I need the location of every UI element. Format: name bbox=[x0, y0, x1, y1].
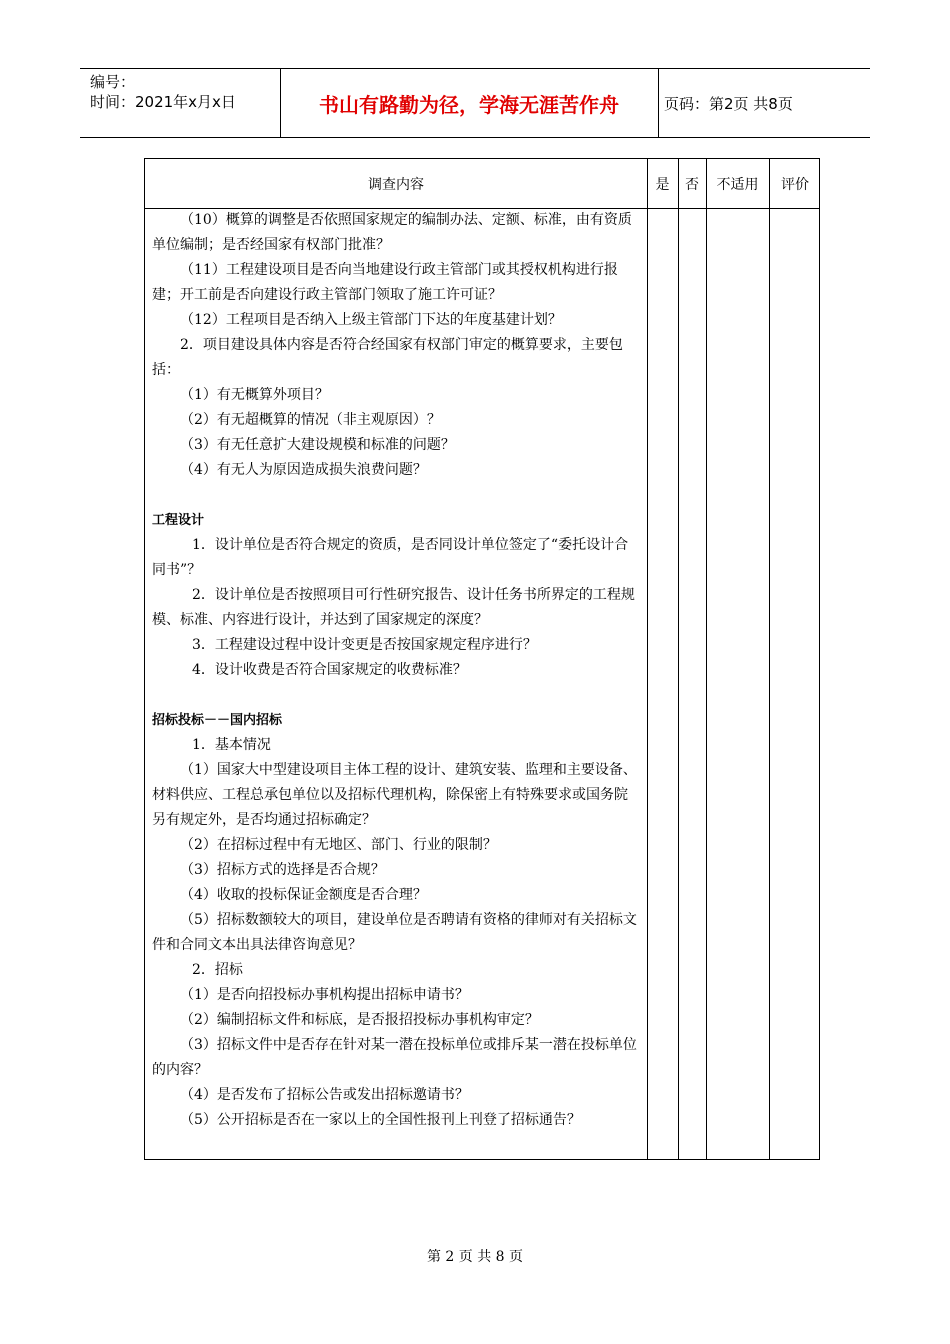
column-header-na: 不适用 bbox=[716, 176, 759, 193]
survey-item: 2．招标 bbox=[192, 962, 243, 978]
page-footer: 第 2 页 共 8 页 bbox=[426, 1249, 524, 1265]
column-divider bbox=[769, 159, 770, 1159]
survey-item: （3）招标文件中是否存在针对某一潜在投标单位或排斥某一潜在投标单位的内容？ bbox=[152, 1037, 637, 1078]
column-divider bbox=[647, 159, 648, 1159]
column-divider bbox=[678, 159, 679, 1159]
survey-item: （10）概算的调整是否依照国家规定的编制办法、定额、标准，由有资质单位编制；是否经国家有权部门批准？ bbox=[152, 212, 632, 253]
header-meta bbox=[80, 69, 281, 137]
survey-item: （2）编制招标文件和标底，是否报招投标办事机构审定？ bbox=[180, 1012, 539, 1028]
survey-item: （4）收取的投标保证金额度是否合理？ bbox=[180, 887, 427, 903]
survey-item: （4）有无人为原因造成损失浪费问题？ bbox=[180, 462, 427, 478]
header-page-info: 页码：第2页 共8页 bbox=[664, 94, 793, 113]
number-label: 编号： bbox=[90, 73, 136, 91]
column-divider bbox=[706, 159, 707, 1159]
header-motto: 书山有路勤为径，学海无涯苦作舟 bbox=[280, 69, 659, 137]
survey-item: 2．项目建设具体内容是否符合经国家有权部门审定的概算要求，主要包括： bbox=[152, 337, 623, 378]
survey-item: （4）是否发布了招标公告或发出招标邀请书？ bbox=[180, 1087, 469, 1103]
survey-item: （1）有无概算外项目？ bbox=[180, 387, 329, 403]
survey-item: （12）工程项目是否纳入上级主管部门下达的年度基建计划？ bbox=[180, 312, 562, 328]
survey-content bbox=[152, 208, 640, 1133]
survey-item: （5）公开招标是否在一家以上的全国性报刊上刊登了招标通告？ bbox=[180, 1112, 581, 1128]
section-heading: 工程设计 bbox=[152, 513, 205, 528]
survey-item: （1）是否向招投标办事机构提出招标申请书？ bbox=[180, 987, 469, 1003]
survey-item: （5）招标数额较大的项目，建设单位是否聘请有资格的律师对有关招标文件和合同文本出具法律咨询意见？ bbox=[152, 912, 637, 953]
survey-item: 4．设计收费是否符合国家规定的收费标准？ bbox=[192, 662, 467, 678]
column-header-content: 调查内容 bbox=[368, 176, 424, 193]
column-header-yes: 是 bbox=[655, 176, 670, 193]
section-heading: 招标投标－－国内招标 bbox=[152, 713, 283, 728]
column-header-eval: 评价 bbox=[781, 176, 809, 193]
survey-item: （2）有无超概算的情况（非主观原因）？ bbox=[180, 412, 441, 428]
survey-item: 1．基本情况 bbox=[192, 737, 271, 753]
survey-item: （2）在招标过程中有无地区、部门、行业的限制？ bbox=[180, 837, 497, 853]
survey-item: （3）有无任意扩大建设规模和标准的问题？ bbox=[180, 437, 455, 453]
survey-item: （1）国家大中型建设项目主体工程的设计、建筑安装、监理和主要设备、材料供应、工程总承包单位以及招标代理机构，除保密上有特殊要求或国务院另有规定外，是否均通过招标确定？ bbox=[152, 762, 637, 828]
survey-item: 2．设计单位是否按照项目可行性研究报告、设计任务书所界定的工程规模、标准、内容进行设计，并达到了国家规定的深度？ bbox=[152, 587, 635, 628]
column-header-no: 否 bbox=[685, 176, 699, 193]
survey-item: 3．工程建设过程中设计变更是否按国家规定程序进行？ bbox=[192, 637, 537, 653]
survey-item: （3）招标方式的选择是否合规？ bbox=[180, 862, 385, 878]
survey-item: 1．设计单位是否符合规定的资质，是否同设计单位签定了“委托设计合同书”？ bbox=[152, 537, 629, 578]
page-header bbox=[80, 68, 870, 138]
survey-item: （11）工程建设项目是否向当地建设行政主管部门或其授权机构进行报建；开工前是否向建设行政主管部门领取了施工许可证？ bbox=[152, 262, 618, 303]
time-label: 时间：2021年x月x日 bbox=[90, 93, 236, 111]
